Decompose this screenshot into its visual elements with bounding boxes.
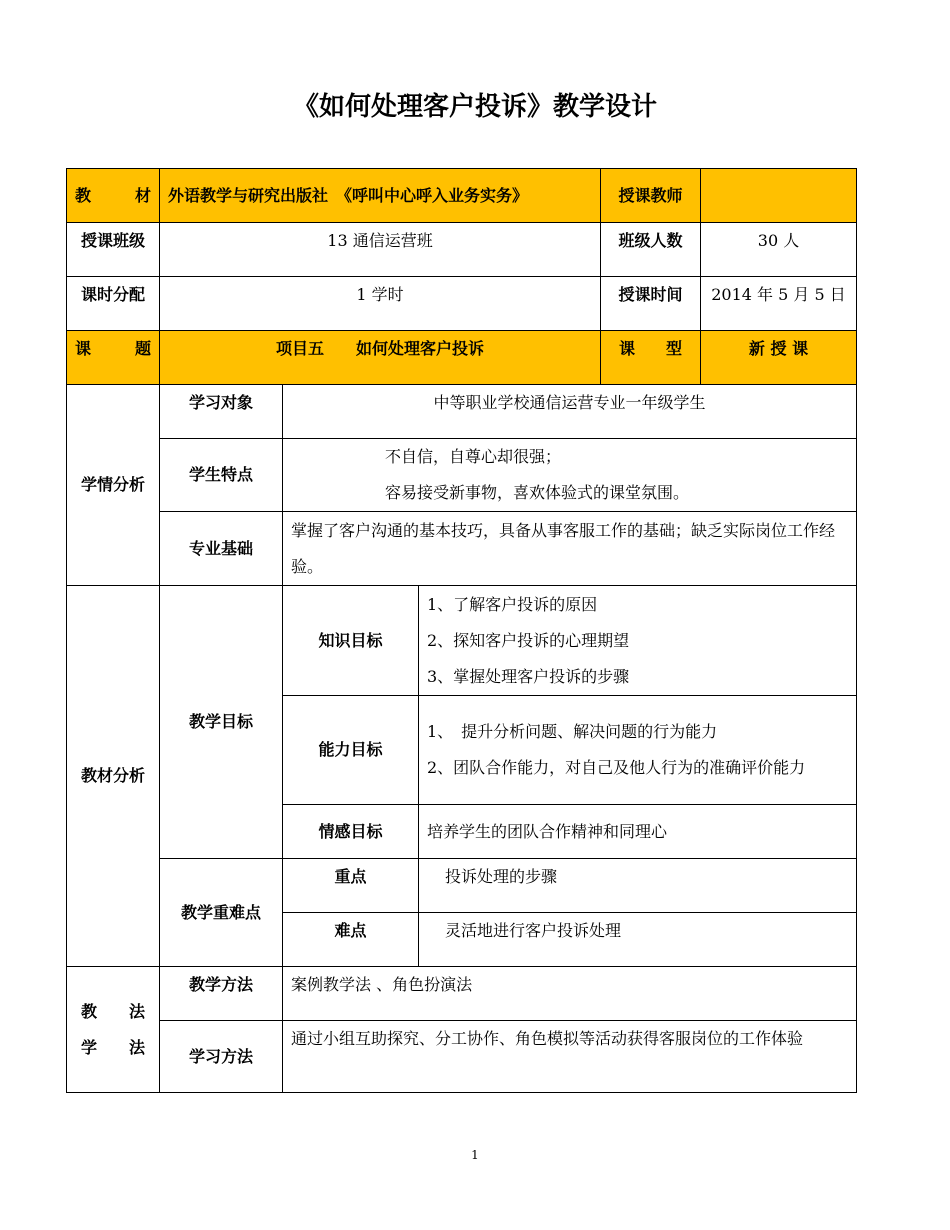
teacher-value	[701, 169, 857, 223]
knowledge-goal-label: 知识目标	[283, 586, 419, 696]
learning-object-label: 学习对象	[160, 385, 283, 439]
material-analysis-label: 教材分析	[67, 586, 160, 967]
learner-analysis-label: 学情分析	[67, 385, 160, 586]
traits-line: 不自信，自尊心却很强；	[385, 447, 562, 466]
hours-label: 课时分配	[67, 277, 160, 331]
ability-item: 1、 提升分析问题、解决问题的行为能力	[427, 722, 718, 741]
material-value: 外语教学与研究出版社 《呼叫中心呼入业务实务》	[160, 169, 601, 223]
knowledge-item: 3、掌握处理客户投诉的步骤	[427, 666, 630, 686]
date-label: 授课时间	[601, 277, 701, 331]
key-point-label: 重点	[283, 859, 419, 913]
class-value: 13 通信运营班	[160, 223, 601, 277]
ability-item: 2、团队合作能力，对自己及他人行为的准确评价能力	[427, 758, 806, 777]
document-title: 《如何处理客户投诉》教学设计	[292, 92, 657, 122]
learning-method-label: 学习方法	[160, 1021, 283, 1093]
key-difficult-label: 教学重难点	[160, 859, 283, 967]
knowledge-item: 2、探知客户投诉的心理期望	[427, 630, 630, 650]
professional-basis-label: 专业基础	[160, 512, 283, 586]
teacher-label: 授课教师	[601, 169, 701, 223]
student-traits-label: 学生特点	[160, 439, 283, 512]
learning-object-value: 中等职业学校通信运营专业一年级学生	[283, 385, 857, 439]
topic-label: 课 题	[67, 331, 160, 385]
difficult-point-label: 难点	[283, 913, 419, 967]
ability-goal-value	[419, 696, 857, 805]
teaching-method-value: 案例教学法 、角色扮演法	[283, 967, 857, 1021]
date-value: 2014 年 5 月 5 日	[701, 277, 857, 331]
material-label: 教 材	[67, 169, 160, 223]
professional-basis-value: 掌握了客户沟通的基本技巧，具备从事客服工作的基础；缺乏实际岗位工作经验。	[283, 512, 857, 586]
learning-method-value: 通过小组互助探究、分工协作、角色模拟等活动获得客服岗位的工作体验	[283, 1021, 857, 1093]
class-label: 授课班级	[67, 223, 160, 277]
knowledge-goal-value	[419, 586, 857, 696]
emotion-goal-label: 情感目标	[283, 805, 419, 859]
count-label: 班级人数	[601, 223, 701, 277]
methods-label: 教 法 学 法	[67, 967, 160, 1093]
lesson-plan-table	[66, 168, 857, 1093]
type-value: 新 授 课	[701, 331, 857, 385]
hours-value: 1 学时	[160, 277, 601, 331]
teaching-goals-label: 教学目标	[160, 586, 283, 859]
student-traits-value	[283, 439, 857, 512]
topic-value: 项目五 如何处理客户投诉	[160, 331, 601, 385]
traits-line: 容易接受新事物，喜欢体验式的课堂氛围。	[385, 483, 690, 502]
emotion-goal-value: 培养学生的团队合作精神和同理心	[419, 805, 857, 859]
difficult-point-value: 灵活地进行客户投诉处理	[419, 913, 857, 967]
ability-goal-label: 能力目标	[283, 696, 419, 805]
type-label: 课 型	[601, 331, 701, 385]
teaching-method-label: 教学方法	[160, 967, 283, 1021]
knowledge-item: 1、了解客户投诉的原因	[427, 594, 598, 614]
key-point-value: 投诉处理的步骤	[419, 859, 857, 913]
page-number: 1	[471, 1148, 479, 1162]
count-value: 30 人	[701, 223, 857, 277]
